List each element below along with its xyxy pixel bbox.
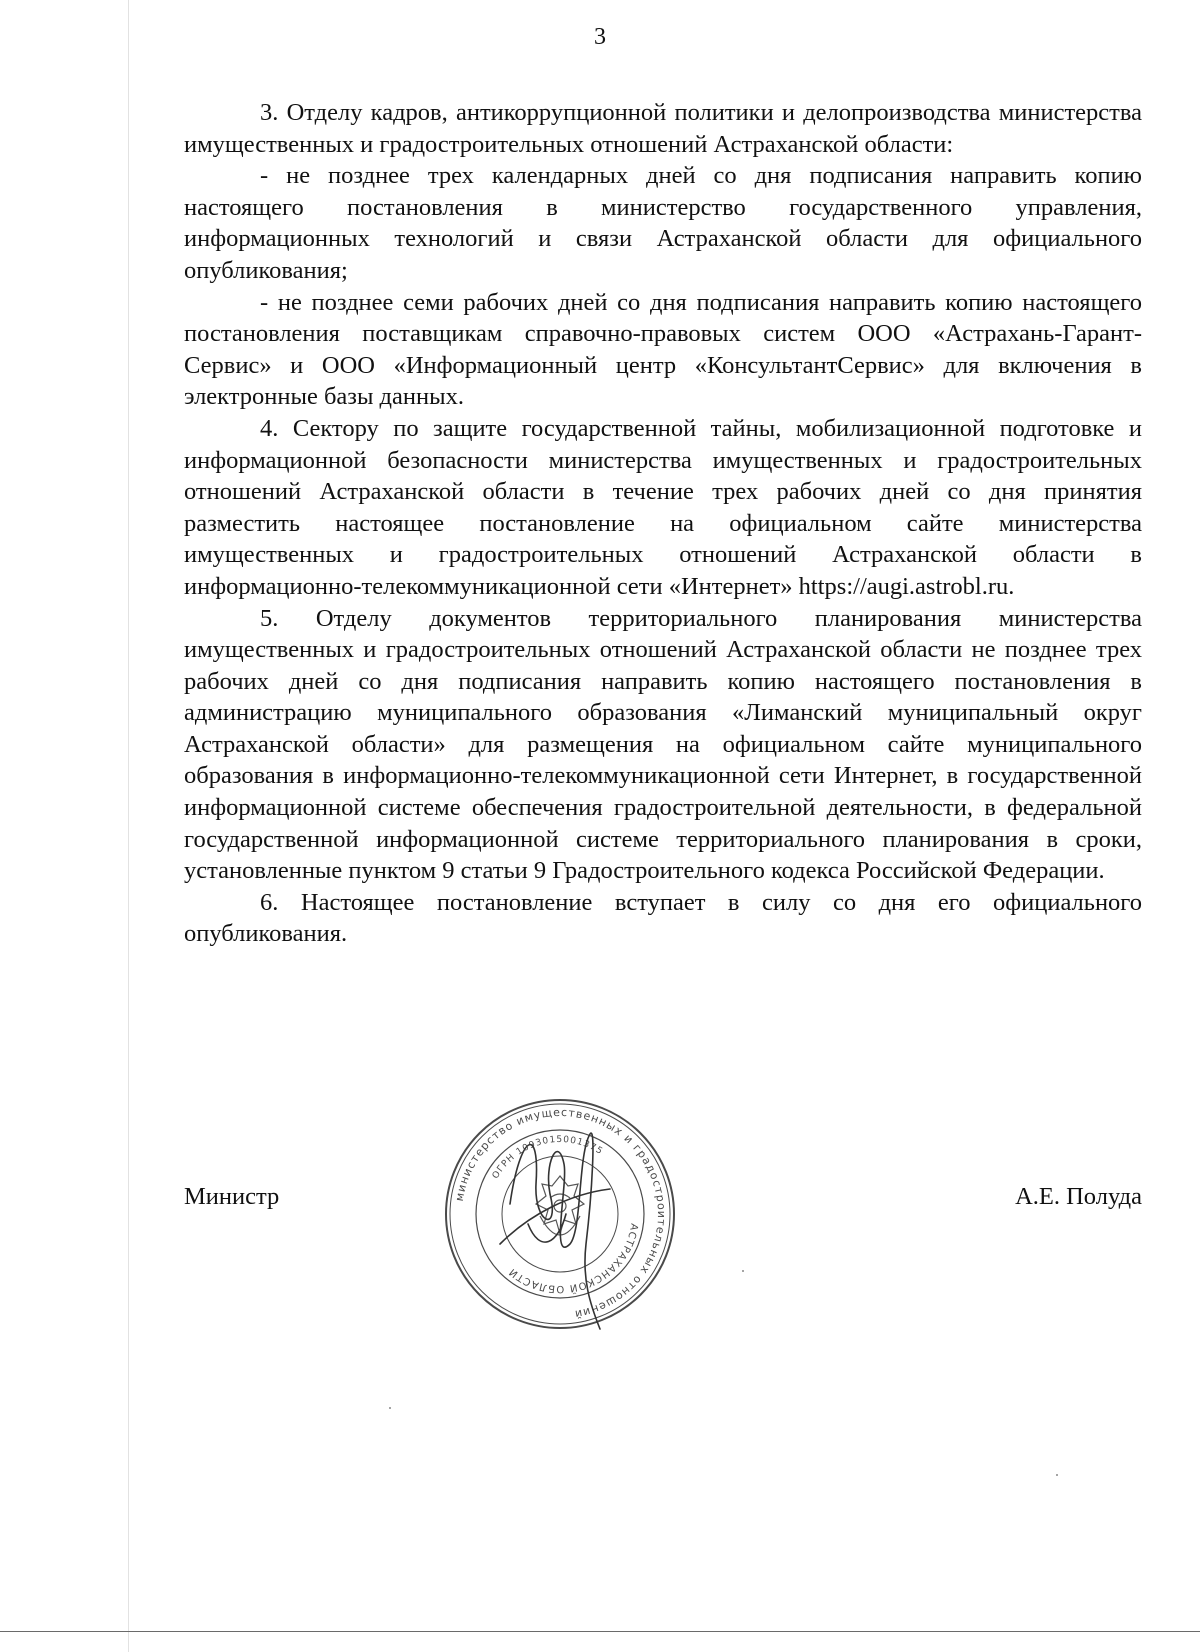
scan-speck bbox=[1056, 1474, 1058, 1476]
paragraph-3-item-2: - не позднее семи рабочих дней со дня подписания направить копию настоящего постановления поставщикам справочно-правовых систем ООО «Астрахань-Гарант-Сервис» и ООО «Информационный центр «КонсультантСервис» для включения в электронные базы данных. bbox=[184, 288, 1142, 411]
page-number: 3 bbox=[594, 24, 606, 50]
handwritten-signature bbox=[500, 1133, 610, 1329]
seal-outer-text: министерство имущественных и градостроительных отношений bbox=[452, 1105, 669, 1322]
signatory-name: А.Е. Полуда bbox=[1015, 1183, 1142, 1210]
signatory-position: Министр bbox=[184, 1183, 280, 1210]
paragraph-6: 6. Настоящее постановление вступает в силу со дня его официального опубликования. bbox=[184, 888, 1142, 948]
paragraph-3: 3. Отделу кадров, антикоррупционной политики и делопроизводства министерства имущественных и градостроительных отношений Астраханской области: bbox=[184, 99, 1142, 158]
scan-speck bbox=[389, 1407, 391, 1409]
scan-edge-left bbox=[128, 0, 129, 1652]
seal-region-text: АСТРАХАНСКОЙ ОБЛАСТИ bbox=[506, 1222, 640, 1295]
official-seal-stamp bbox=[440, 1094, 680, 1334]
paragraph-4: 4. Сектору по защите государственной тайны, мобилизационной подготовке и информационной безопасности министерства имущественных и градостроительных отношений Астраханской области в течение трех рабочих дней со дня принятия разместить настоящее постановление на официальном сайте министерства имущественных и градостроительных отношений Астраханской области в информационно-телекоммуникационной сети «Интернет» https://augi.astrobl.ru. bbox=[184, 414, 1142, 600]
paragraph-3-item-1: - не позднее трех календарных дней со дня подписания направить копию настоящего постановления в министерство государственного управления, информационных технологий и связи Астраханской области для официального опубликования; bbox=[184, 162, 1142, 284]
document-body bbox=[184, 97, 1142, 950]
scan-edge-bottom bbox=[0, 1631, 1200, 1632]
scan-speck bbox=[742, 1270, 744, 1272]
seal-ogrn-text: ОГРН 1093015001375 bbox=[490, 1134, 605, 1181]
paragraph-5: 5. Отделу документов территориального планирования министерства имущественных и градостроительных отношений Астраханской области не позднее трех рабочих дней со дня подписания направить копию настоящего постановления в администрацию муниципального образования «Лиманский муниципальный округ Астраханской области» для размещения на официальном сайте муниципального образования в информационно-телекоммуникационной сети Интернет, в государственной информационной системе обеспечения градостроительной деятельности, в федеральной государственной информационной системе территориального планирования в сроки, установленные пунктом 9 статьи 9 Градостроительного кодекса Российской Федерации. bbox=[184, 604, 1142, 885]
